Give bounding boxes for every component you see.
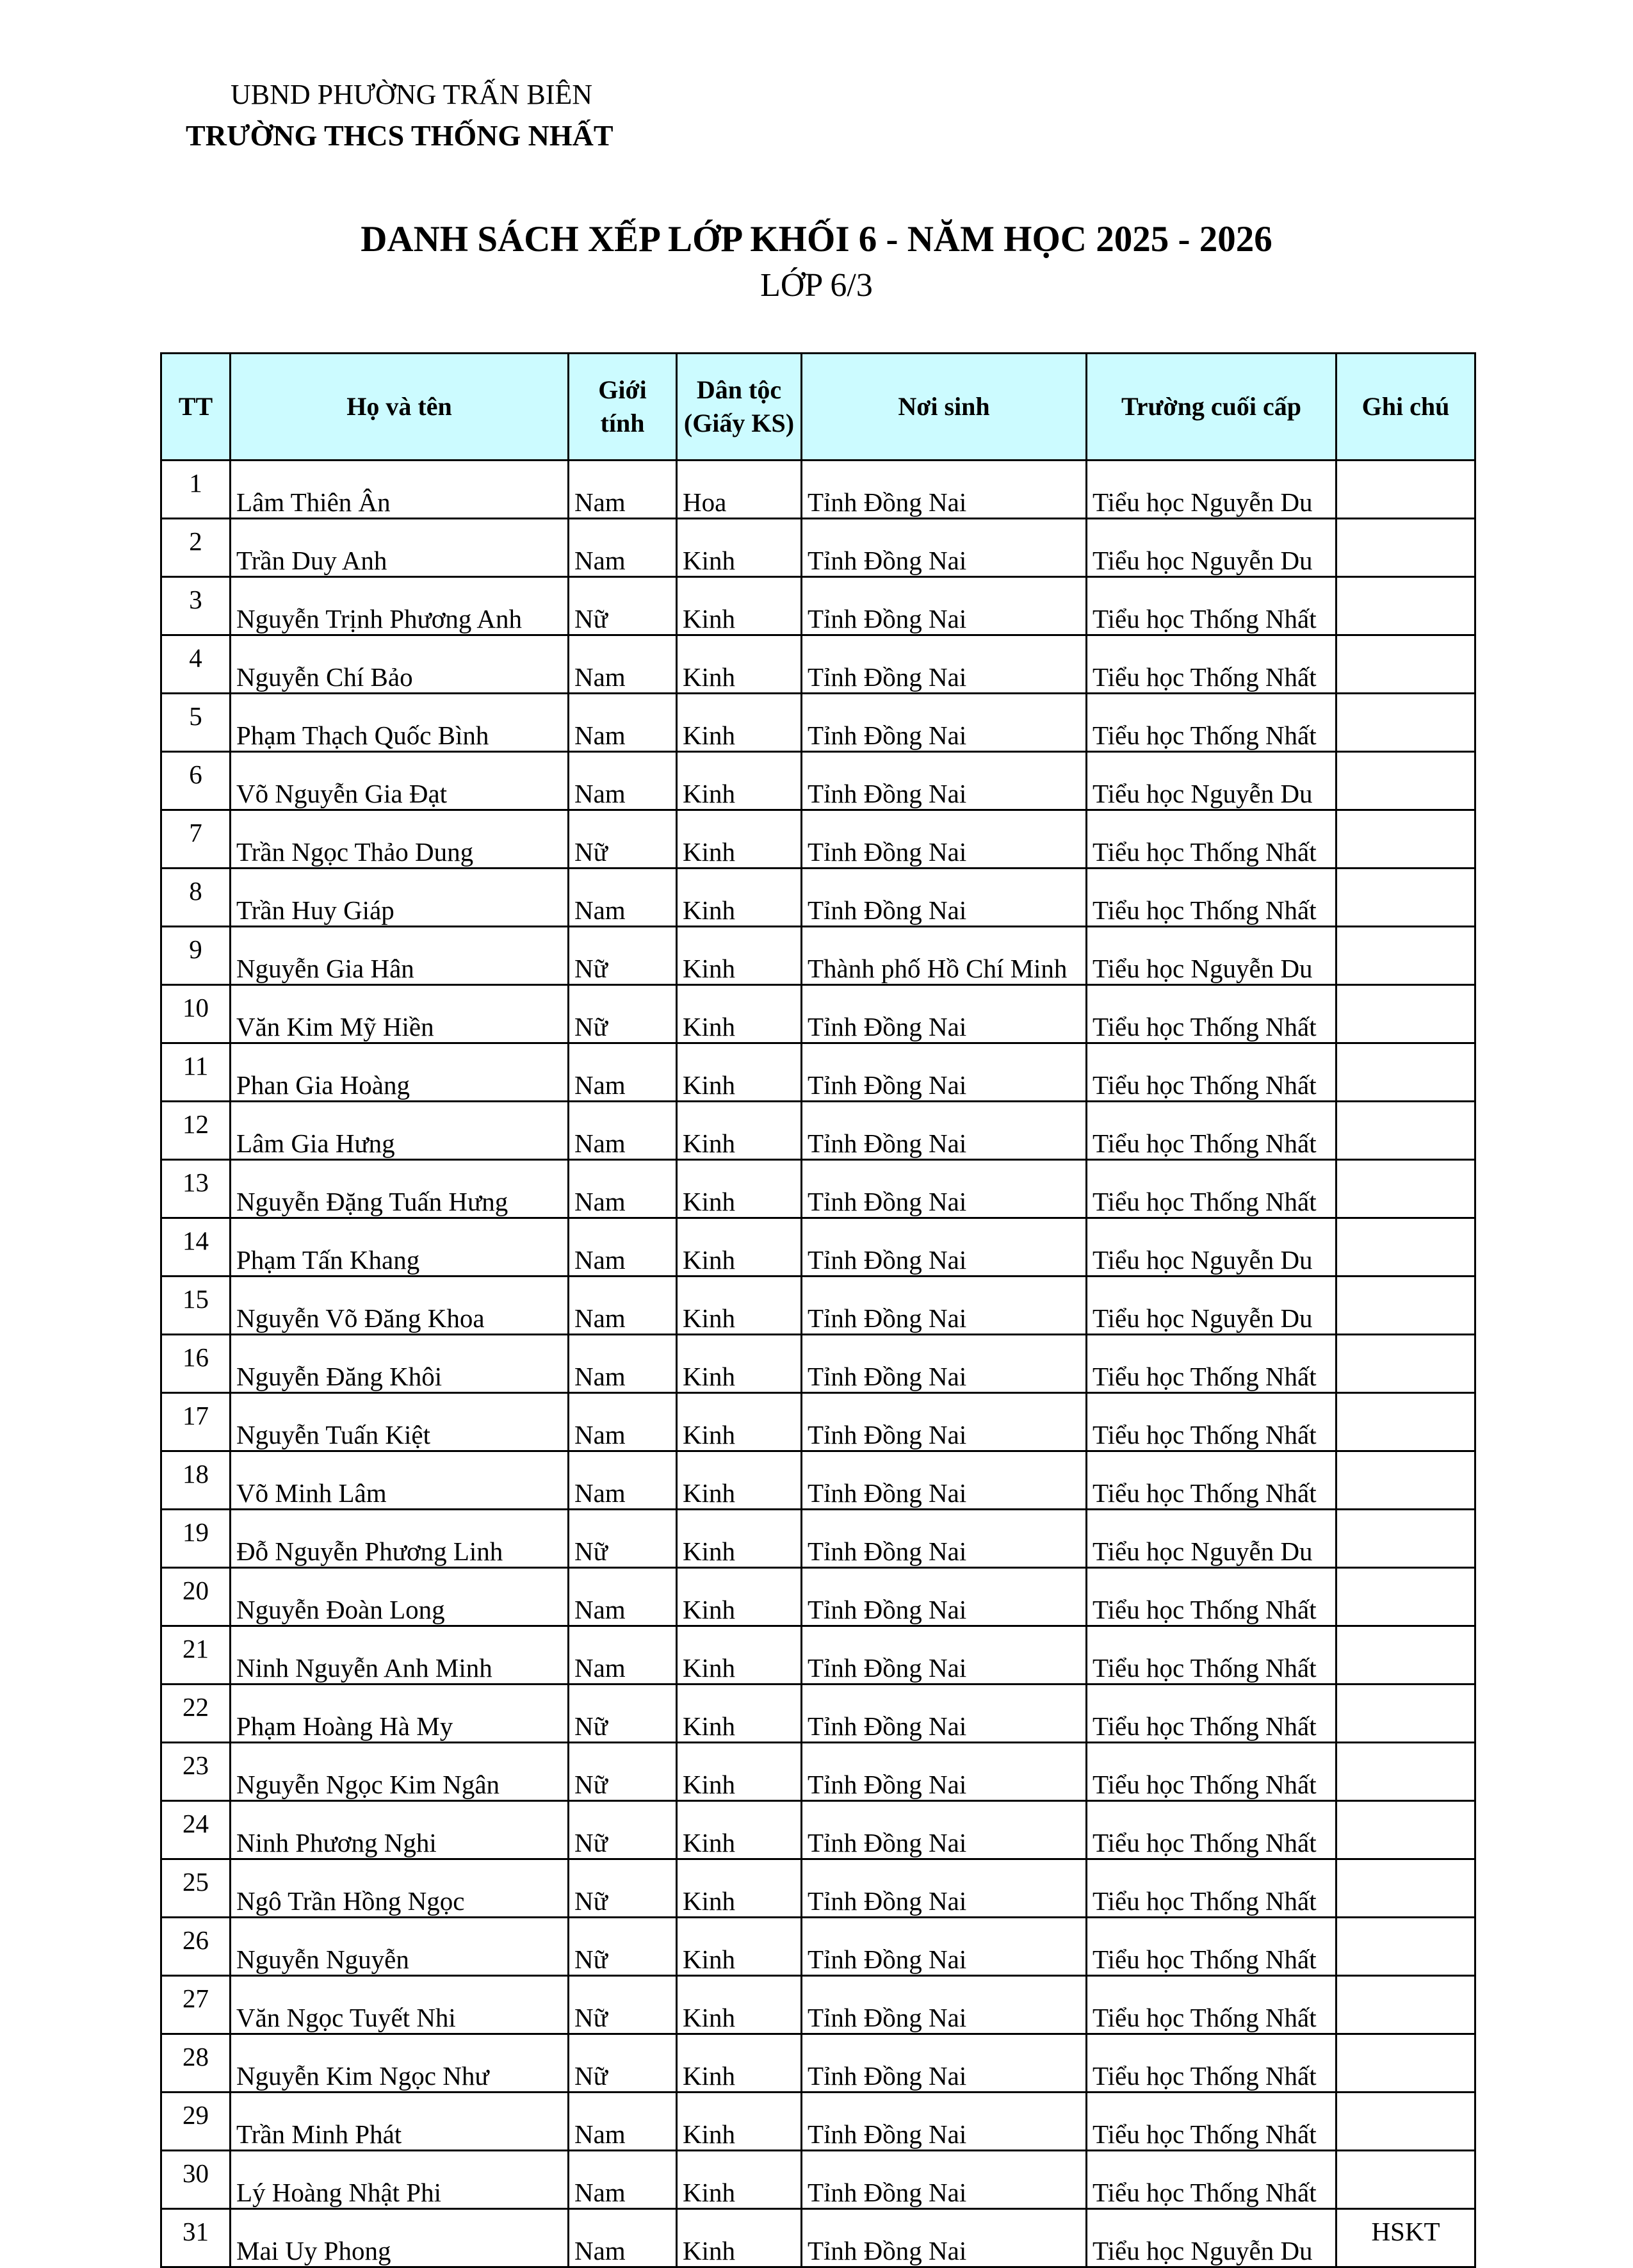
column-header-ethnicity-line-2: (Giấy KS) — [683, 409, 795, 437]
table-row — [161, 985, 1475, 1043]
cell-tt: 7 — [161, 810, 231, 869]
cell-previous-school: Tiểu học Nguyễn Du — [1087, 1510, 1336, 1568]
cell-ethnicity: Kinh — [677, 1043, 802, 1102]
cell-gender: Nữ — [569, 1859, 677, 1918]
cell-tt: 27 — [161, 1976, 231, 2034]
cell-note — [1336, 1451, 1475, 1510]
cell-previous-school: Tiểu học Thống Nhất — [1087, 1568, 1336, 1626]
cell-previous-school: Tiểu học Thống Nhất — [1087, 1626, 1336, 1685]
cell-birthplace: Tỉnh Đồng Nai — [802, 752, 1087, 810]
cell-birthplace: Tỉnh Đồng Nai — [802, 1859, 1087, 1918]
cell-name: Ninh Nguyễn Anh Minh — [231, 1626, 569, 1685]
cell-tt: 2 — [161, 519, 231, 577]
cell-gender: Nữ — [569, 1976, 677, 2034]
column-header-tt: TT — [161, 354, 231, 461]
cell-tt: 8 — [161, 869, 231, 927]
cell-name: Phạm Thạch Quốc Bình — [231, 694, 569, 752]
table-row — [161, 2151, 1475, 2209]
cell-birthplace: Tỉnh Đồng Nai — [802, 694, 1087, 752]
cell-ethnicity: Kinh — [677, 519, 802, 577]
cell-previous-school: Tiểu học Thống Nhất — [1087, 577, 1336, 635]
column-header-name: Họ và tên — [231, 354, 569, 461]
cell-note — [1336, 1102, 1475, 1160]
cell-tt: 9 — [161, 927, 231, 985]
document-title: DANH SÁCH XẾP LỚP KHỐI 6 - NĂM HỌC 2025 - 2026 — [361, 219, 1272, 259]
table-row — [161, 2093, 1475, 2151]
column-header-previous-school: Trường cuối cấp — [1087, 354, 1336, 461]
table-row — [161, 1568, 1475, 1626]
cell-ethnicity: Kinh — [677, 985, 802, 1043]
cell-birthplace: Tỉnh Đồng Nai — [802, 810, 1087, 869]
table-row — [161, 2034, 1475, 2093]
cell-ethnicity: Kinh — [677, 2209, 802, 2267]
cell-birthplace: Tỉnh Đồng Nai — [802, 1510, 1087, 1568]
cell-previous-school: Tiểu học Thống Nhất — [1087, 1801, 1336, 1859]
cell-note — [1336, 1393, 1475, 1451]
cell-birthplace: Tỉnh Đồng Nai — [802, 869, 1087, 927]
cell-previous-school: Tiểu học Thống Nhất — [1087, 1859, 1336, 1918]
cell-tt: 29 — [161, 2093, 231, 2151]
table-row — [161, 1102, 1475, 1160]
cell-previous-school: Tiểu học Nguyễn Du — [1087, 461, 1336, 519]
table-row — [161, 1626, 1475, 1685]
cell-previous-school: Tiểu học Thống Nhất — [1087, 1160, 1336, 1218]
cell-gender: Nữ — [569, 1801, 677, 1859]
cell-note — [1336, 2093, 1475, 2151]
cell-ethnicity: Kinh — [677, 1568, 802, 1626]
cell-tt: 24 — [161, 1801, 231, 1859]
table-row — [161, 1918, 1475, 1976]
cell-note — [1336, 869, 1475, 927]
cell-previous-school: Tiểu học Thống Nhất — [1087, 694, 1336, 752]
cell-note — [1336, 1626, 1475, 1685]
cell-ethnicity: Kinh — [677, 869, 802, 927]
cell-note — [1336, 2034, 1475, 2093]
cell-tt: 4 — [161, 635, 231, 694]
table-row — [161, 1393, 1475, 1451]
cell-name: Trần Duy Anh — [231, 519, 569, 577]
cell-gender: Nam — [569, 752, 677, 810]
cell-gender: Nữ — [569, 927, 677, 985]
cell-ethnicity: Kinh — [677, 2034, 802, 2093]
cell-birthplace: Tỉnh Đồng Nai — [802, 1335, 1087, 1393]
cell-tt: 31 — [161, 2209, 231, 2267]
cell-gender: Nữ — [569, 985, 677, 1043]
cell-previous-school: Tiểu học Thống Nhất — [1087, 2151, 1336, 2209]
cell-note — [1336, 635, 1475, 694]
cell-name: Phan Gia Hoàng — [231, 1043, 569, 1102]
cell-name: Phạm Hoàng Hà My — [231, 1685, 569, 1743]
cell-birthplace: Tỉnh Đồng Nai — [802, 1160, 1087, 1218]
agency-name: UBND PHƯỜNG TRẤN BIÊN — [231, 79, 593, 110]
cell-ethnicity: Kinh — [677, 1859, 802, 1918]
cell-previous-school: Tiểu học Thống Nhất — [1087, 869, 1336, 927]
cell-ethnicity: Kinh — [677, 1277, 802, 1335]
cell-tt: 16 — [161, 1335, 231, 1393]
column-header-note: Ghi chú — [1336, 354, 1475, 461]
cell-name: Võ Nguyễn Gia Đạt — [231, 752, 569, 810]
table-row — [161, 461, 1475, 519]
cell-gender: Nam — [569, 1218, 677, 1277]
cell-gender: Nam — [569, 1568, 677, 1626]
cell-name: Trần Huy Giáp — [231, 869, 569, 927]
table-row — [161, 1218, 1475, 1277]
cell-previous-school: Tiểu học Nguyễn Du — [1087, 2209, 1336, 2267]
table-body — [161, 461, 1475, 2267]
cell-birthplace: Tỉnh Đồng Nai — [802, 2034, 1087, 2093]
cell-gender: Nam — [569, 2093, 677, 2151]
cell-name: Nguyễn Gia Hân — [231, 927, 569, 985]
column-header-ethnicity-line-1: Dân tộc — [696, 375, 782, 404]
cell-birthplace: Tỉnh Đồng Nai — [802, 577, 1087, 635]
cell-birthplace: Tỉnh Đồng Nai — [802, 461, 1087, 519]
cell-gender: Nữ — [569, 2034, 677, 2093]
cell-birthplace: Tỉnh Đồng Nai — [802, 1451, 1087, 1510]
cell-gender: Nữ — [569, 1510, 677, 1568]
cell-ethnicity: Kinh — [677, 1160, 802, 1218]
cell-note — [1336, 1743, 1475, 1801]
cell-name: Nguyễn Tuấn Kiệt — [231, 1393, 569, 1451]
table-row — [161, 1859, 1475, 1918]
cell-ethnicity: Kinh — [677, 1335, 802, 1393]
cell-note — [1336, 1859, 1475, 1918]
cell-gender: Nam — [569, 2151, 677, 2209]
cell-birthplace: Tỉnh Đồng Nai — [802, 985, 1087, 1043]
cell-ethnicity: Kinh — [677, 1685, 802, 1743]
cell-name: Ninh Phương Nghi — [231, 1801, 569, 1859]
cell-birthplace: Tỉnh Đồng Nai — [802, 1218, 1087, 1277]
column-header-gender — [569, 354, 677, 461]
cell-ethnicity: Kinh — [677, 1918, 802, 1976]
cell-name: Nguyễn Chí Bảo — [231, 635, 569, 694]
cell-note — [1336, 519, 1475, 577]
cell-previous-school: Tiểu học Thống Nhất — [1087, 1743, 1336, 1801]
table-row — [161, 1801, 1475, 1859]
cell-tt: 26 — [161, 1918, 231, 1976]
cell-birthplace: Tỉnh Đồng Nai — [802, 1102, 1087, 1160]
cell-birthplace: Tỉnh Đồng Nai — [802, 1685, 1087, 1743]
cell-note — [1336, 1043, 1475, 1102]
cell-note — [1336, 461, 1475, 519]
cell-ethnicity: Kinh — [677, 1626, 802, 1685]
cell-name: Nguyễn Võ Đăng Khoa — [231, 1277, 569, 1335]
cell-gender: Nam — [569, 1102, 677, 1160]
column-header-gender-line-2: tính — [600, 409, 645, 437]
cell-gender: Nam — [569, 1335, 677, 1393]
cell-note — [1336, 985, 1475, 1043]
cell-previous-school: Tiểu học Nguyễn Du — [1087, 519, 1336, 577]
cell-name: Nguyễn Nguyễn — [231, 1918, 569, 1976]
cell-ethnicity: Kinh — [677, 1510, 802, 1568]
cell-name: Phạm Tấn Khang — [231, 1218, 569, 1277]
column-header-ethnicity — [677, 354, 802, 461]
cell-birthplace: Tỉnh Đồng Nai — [802, 1277, 1087, 1335]
table-row — [161, 519, 1475, 577]
cell-gender: Nam — [569, 694, 677, 752]
cell-birthplace: Tỉnh Đồng Nai — [802, 1743, 1087, 1801]
cell-previous-school: Tiểu học Thống Nhất — [1087, 1918, 1336, 1976]
cell-tt: 19 — [161, 1510, 231, 1568]
cell-birthplace: Tỉnh Đồng Nai — [802, 1918, 1087, 1976]
cell-note — [1336, 1510, 1475, 1568]
cell-note — [1336, 1568, 1475, 1626]
class-roster-table — [160, 352, 1476, 2268]
column-header-gender-line-1: Giới — [598, 375, 647, 404]
cell-previous-school: Tiểu học Thống Nhất — [1087, 1102, 1336, 1160]
table-row — [161, 1743, 1475, 1801]
cell-ethnicity: Hoa — [677, 461, 802, 519]
cell-ethnicity: Kinh — [677, 1218, 802, 1277]
cell-previous-school: Tiểu học Thống Nhất — [1087, 810, 1336, 869]
cell-gender: Nam — [569, 635, 677, 694]
cell-gender: Nam — [569, 869, 677, 927]
cell-previous-school: Tiểu học Thống Nhất — [1087, 1976, 1336, 2034]
cell-previous-school: Tiểu học Nguyễn Du — [1087, 752, 1336, 810]
cell-birthplace: Tỉnh Đồng Nai — [802, 635, 1087, 694]
cell-name: Đỗ Nguyễn Phương Linh — [231, 1510, 569, 1568]
cell-previous-school: Tiểu học Thống Nhất — [1087, 1335, 1336, 1393]
cell-tt: 25 — [161, 1859, 231, 1918]
cell-previous-school: Tiểu học Thống Nhất — [1087, 1451, 1336, 1510]
table-header-row — [161, 354, 1475, 461]
cell-birthplace: Tỉnh Đồng Nai — [802, 1801, 1087, 1859]
cell-ethnicity: Kinh — [677, 1102, 802, 1160]
cell-note — [1336, 2151, 1475, 2209]
cell-tt: 6 — [161, 752, 231, 810]
cell-tt: 20 — [161, 1568, 231, 1626]
cell-ethnicity: Kinh — [677, 810, 802, 869]
school-name: TRƯỜNG THCS THỐNG NHẤT — [186, 119, 613, 152]
cell-gender: Nam — [569, 461, 677, 519]
cell-name: Nguyễn Kim Ngọc Như — [231, 2034, 569, 2093]
table-row — [161, 752, 1475, 810]
table-row — [161, 635, 1475, 694]
cell-tt: 28 — [161, 2034, 231, 2093]
cell-gender: Nữ — [569, 577, 677, 635]
table-row — [161, 577, 1475, 635]
cell-tt: 10 — [161, 985, 231, 1043]
cell-birthplace: Tỉnh Đồng Nai — [802, 1626, 1087, 1685]
class-subtitle: LỚP 6/3 — [760, 267, 873, 304]
cell-gender: Nam — [569, 1451, 677, 1510]
cell-tt: 11 — [161, 1043, 231, 1102]
cell-name: Trần Minh Phát — [231, 2093, 569, 2151]
cell-birthplace: Tỉnh Đồng Nai — [802, 1043, 1087, 1102]
cell-previous-school: Tiểu học Nguyễn Du — [1087, 1218, 1336, 1277]
table-row — [161, 869, 1475, 927]
cell-previous-school: Tiểu học Thống Nhất — [1087, 1685, 1336, 1743]
cell-name: Văn Ngọc Tuyết Nhi — [231, 1976, 569, 2034]
cell-previous-school: Tiểu học Thống Nhất — [1087, 985, 1336, 1043]
cell-ethnicity: Kinh — [677, 2093, 802, 2151]
cell-gender: Nữ — [569, 1685, 677, 1743]
cell-ethnicity: Kinh — [677, 1801, 802, 1859]
cell-tt: 15 — [161, 1277, 231, 1335]
cell-tt: 23 — [161, 1743, 231, 1801]
cell-note — [1336, 1218, 1475, 1277]
cell-tt: 14 — [161, 1218, 231, 1277]
cell-gender: Nam — [569, 2209, 677, 2267]
cell-ethnicity: Kinh — [677, 1451, 802, 1510]
cell-gender: Nữ — [569, 1743, 677, 1801]
cell-name: Trần Ngọc Thảo Dung — [231, 810, 569, 869]
table-row — [161, 927, 1475, 985]
cell-gender: Nữ — [569, 1918, 677, 1976]
table-row — [161, 1685, 1475, 1743]
cell-gender: Nam — [569, 519, 677, 577]
cell-name: Nguyễn Trịnh Phương Anh — [231, 577, 569, 635]
cell-ethnicity: Kinh — [677, 694, 802, 752]
cell-name: Nguyễn Ngọc Kim Ngân — [231, 1743, 569, 1801]
cell-name: Mai Uy Phong — [231, 2209, 569, 2267]
cell-note — [1336, 1685, 1475, 1743]
cell-ethnicity: Kinh — [677, 927, 802, 985]
cell-birthplace: Tỉnh Đồng Nai — [802, 1568, 1087, 1626]
cell-previous-school: Tiểu học Nguyễn Du — [1087, 1277, 1336, 1335]
cell-name: Văn Kim Mỹ Hiền — [231, 985, 569, 1043]
cell-note — [1336, 1277, 1475, 1335]
table-row — [161, 1335, 1475, 1393]
cell-tt: 30 — [161, 2151, 231, 2209]
cell-ethnicity: Kinh — [677, 1976, 802, 2034]
table-row — [161, 1451, 1475, 1510]
cell-ethnicity: Kinh — [677, 1743, 802, 1801]
cell-tt: 1 — [161, 461, 231, 519]
cell-previous-school: Tiểu học Thống Nhất — [1087, 635, 1336, 694]
column-header-birthplace: Nơi sinh — [802, 354, 1087, 461]
cell-birthplace: Tỉnh Đồng Nai — [802, 2093, 1087, 2151]
cell-birthplace: Tỉnh Đồng Nai — [802, 1976, 1087, 2034]
cell-note — [1336, 1918, 1475, 1976]
cell-note — [1336, 927, 1475, 985]
cell-gender: Nam — [569, 1043, 677, 1102]
cell-note — [1336, 1801, 1475, 1859]
cell-name: Nguyễn Đoàn Long — [231, 1568, 569, 1626]
cell-previous-school: Tiểu học Thống Nhất — [1087, 1043, 1336, 1102]
cell-birthplace: Tỉnh Đồng Nai — [802, 519, 1087, 577]
cell-note — [1336, 1976, 1475, 2034]
cell-note — [1336, 1160, 1475, 1218]
cell-ethnicity: Kinh — [677, 2151, 802, 2209]
table-row — [161, 1043, 1475, 1102]
cell-birthplace: Tỉnh Đồng Nai — [802, 2209, 1087, 2267]
cell-tt: 12 — [161, 1102, 231, 1160]
cell-birthplace: Tỉnh Đồng Nai — [802, 1393, 1087, 1451]
table-row — [161, 1976, 1475, 2034]
table-row — [161, 1510, 1475, 1568]
cell-name: Lâm Thiên Ân — [231, 461, 569, 519]
cell-ethnicity: Kinh — [677, 577, 802, 635]
cell-note — [1336, 810, 1475, 869]
cell-previous-school: Tiểu học Thống Nhất — [1087, 2093, 1336, 2151]
cell-previous-school: Tiểu học Nguyễn Du — [1087, 927, 1336, 985]
table-row — [161, 2209, 1475, 2267]
cell-previous-school: Tiểu học Thống Nhất — [1087, 1393, 1336, 1451]
cell-note — [1336, 577, 1475, 635]
cell-previous-school: Tiểu học Thống Nhất — [1087, 2034, 1336, 2093]
cell-note — [1336, 752, 1475, 810]
cell-tt: 3 — [161, 577, 231, 635]
cell-ethnicity: Kinh — [677, 752, 802, 810]
cell-ethnicity: Kinh — [677, 635, 802, 694]
cell-tt: 5 — [161, 694, 231, 752]
cell-tt: 18 — [161, 1451, 231, 1510]
cell-name: Võ Minh Lâm — [231, 1451, 569, 1510]
cell-note — [1336, 1335, 1475, 1393]
cell-note — [1336, 694, 1475, 752]
table-row — [161, 694, 1475, 752]
cell-name: Lâm Gia Hưng — [231, 1102, 569, 1160]
cell-birthplace: Tỉnh Đồng Nai — [802, 2151, 1087, 2209]
cell-gender: Nam — [569, 1277, 677, 1335]
cell-tt: 21 — [161, 1626, 231, 1685]
cell-gender: Nam — [569, 1393, 677, 1451]
cell-gender: Nam — [569, 1626, 677, 1685]
cell-tt: 17 — [161, 1393, 231, 1451]
cell-name: Nguyễn Đặng Tuấn Hưng — [231, 1160, 569, 1218]
cell-birthplace: Thành phố Hồ Chí Minh — [802, 927, 1087, 985]
cell-ethnicity: Kinh — [677, 1393, 802, 1451]
table-row — [161, 810, 1475, 869]
cell-tt: 22 — [161, 1685, 231, 1743]
table-row — [161, 1160, 1475, 1218]
cell-name: Nguyễn Đăng Khôi — [231, 1335, 569, 1393]
cell-name: Lý Hoàng Nhật Phi — [231, 2151, 569, 2209]
cell-gender: Nam — [569, 1160, 677, 1218]
table-row — [161, 1277, 1475, 1335]
cell-gender: Nữ — [569, 810, 677, 869]
cell-note: HSKT — [1336, 2209, 1475, 2267]
cell-name: Ngô Trần Hồng Ngọc — [231, 1859, 569, 1918]
cell-tt: 13 — [161, 1160, 231, 1218]
